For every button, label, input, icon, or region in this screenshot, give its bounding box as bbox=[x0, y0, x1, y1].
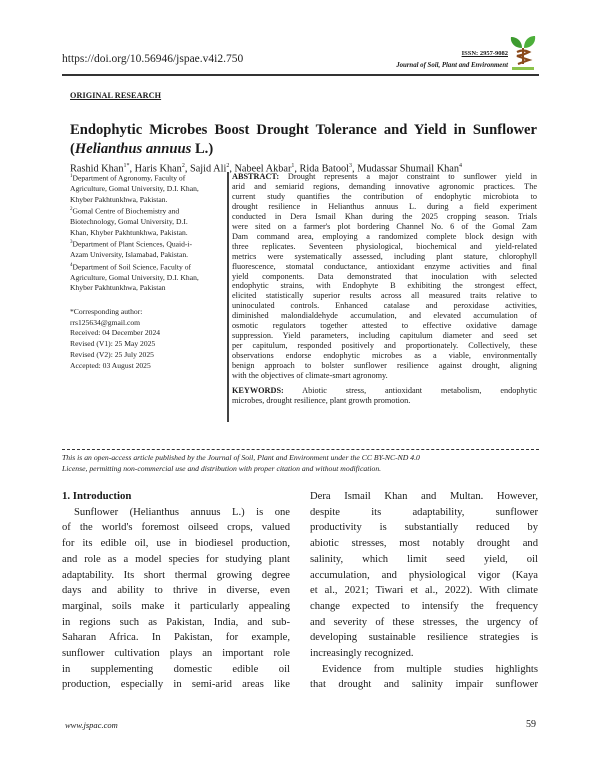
author-affiliation-mark: 1* bbox=[123, 163, 130, 169]
page-number: 59 bbox=[526, 719, 536, 730]
body-line: and role as a model species for studying plant bbox=[62, 553, 290, 565]
abstract-line bbox=[232, 182, 537, 192]
abstract-line bbox=[232, 311, 537, 321]
author-name: Rida Batool bbox=[299, 163, 350, 175]
journal-name: Journal of Soil, Plant and Environment bbox=[396, 62, 508, 69]
affiliations bbox=[70, 172, 225, 294]
abstract bbox=[232, 172, 537, 381]
license-note bbox=[62, 453, 539, 474]
body-line: despite its adaptability, sunflower bbox=[310, 506, 538, 518]
abstract-text: observations endorse endophytic microbes as a viable, environmentally bbox=[232, 351, 537, 361]
affiliation-number: 4 bbox=[70, 262, 73, 268]
abstract-text: current study quantifies the contribution of endophytic microbiota to bbox=[232, 191, 537, 201]
affiliation-line bbox=[70, 273, 225, 284]
abstract-line bbox=[232, 291, 537, 301]
article-title bbox=[70, 121, 537, 159]
affiliation-text: Khyber Pakhtunkhwa, Pakistan. bbox=[70, 194, 168, 204]
abstract-text: three replicates. Seventeen physiological, biochemical and yield-related bbox=[232, 241, 537, 251]
body-line: days and ability to thrive in diverse, even bbox=[62, 585, 290, 597]
affiliation-line bbox=[70, 172, 225, 184]
abstract-line bbox=[232, 232, 537, 242]
abstract-text: arid and semiarid regions, demanding innovative agronomic practices. The bbox=[232, 181, 537, 191]
author-name: Rashid Khan bbox=[70, 163, 124, 175]
abstract-line bbox=[232, 321, 537, 331]
abstract-line bbox=[232, 371, 537, 381]
author-list: Rashid Khan$^{1*}$, Haris Khan$^2$, Sajid Ali$^2$, Nabeel Akbar$^1$, Rida Batool$^3$, Mudassar Shumail Khan$^4$ bbox=[70, 163, 462, 175]
keywords-label: KEYWORDS: bbox=[232, 386, 284, 395]
affiliation-text: Khyber Pakhtunkhwa, Pakistan bbox=[70, 283, 166, 293]
body-line: that drought and salinity impair sunflower bbox=[310, 679, 538, 691]
article-type: ORIGINAL RESEARCH bbox=[70, 91, 162, 100]
revised-v2-date: Revised (V2): 25 July 2025 bbox=[70, 349, 154, 359]
abstract-line bbox=[232, 301, 537, 311]
abstract-text: were sited on a farmer's plot bordering Channel No. 6 of the Gomal Zam bbox=[232, 221, 537, 231]
body-line: Dera Ismail Khan and Multan. However, bbox=[310, 491, 538, 502]
abstract-line bbox=[232, 172, 537, 182]
body-line: developing sustainable resilience strategies is bbox=[310, 632, 538, 644]
body-line: for its edible oil, use in biodiesel production, bbox=[62, 538, 290, 550]
body-line: and severity of these stresses, the urgency of bbox=[310, 616, 538, 628]
affiliation-number: 2 bbox=[70, 207, 73, 213]
abstract-line bbox=[232, 242, 537, 252]
abstract-text: fluorescence, stomatal conductance, antioxidant enzyme activities and final bbox=[232, 261, 537, 271]
author-affiliation-mark: 4 bbox=[459, 163, 462, 169]
journal-logo bbox=[508, 34, 538, 72]
abstract-text: diminished malondialdehyde accumulation, and elevated accumulation of bbox=[232, 311, 537, 321]
abstract-text: drought resilience in Helianthus annuus L. during a field experiment bbox=[232, 201, 537, 211]
abstract-line bbox=[232, 331, 537, 341]
abstract-text: yield components. Data demonstrated that inoculation with selected bbox=[232, 271, 537, 281]
body-line: salinity, which limit seed yield, oil bbox=[310, 553, 538, 565]
body-line: adaptability. Its short thermal growing degree bbox=[62, 569, 290, 581]
header-rule bbox=[62, 74, 539, 76]
affiliation-line bbox=[70, 195, 225, 206]
affiliation-line bbox=[70, 228, 225, 239]
author-affiliation-mark: 1 bbox=[291, 163, 295, 169]
affiliation-text: Khan, Khyber Pakhtunkhwa, Pakistan. bbox=[70, 227, 188, 237]
received-date: Received: 04 December 2024 bbox=[70, 328, 161, 338]
affiliation-text: Biotechnology, Gomal University, D.I. bbox=[70, 217, 188, 227]
abstract-text: metrics were systematically assessed, including plant stature, chlorophyll bbox=[232, 251, 537, 261]
author-name: Haris Khan bbox=[134, 163, 182, 175]
keywords-line bbox=[232, 396, 537, 406]
body-line: increasingly recognized. bbox=[310, 648, 414, 660]
abstract-line bbox=[232, 272, 537, 282]
affiliation-line bbox=[70, 238, 225, 250]
title-paren: ( bbox=[70, 141, 75, 157]
issn: ISSN: 2957-9082 bbox=[461, 50, 508, 57]
body-line: in regions such as Pakistan, India, and sub- bbox=[62, 616, 290, 628]
author-name: Mudassar Shumail Khan bbox=[357, 163, 459, 175]
footer-website[interactable]: www.jspac.com bbox=[65, 720, 118, 730]
abstract-text: per capitulum, responded positively and proportionately. Collectively, these bbox=[232, 341, 537, 351]
body-line: change expected to intensify the frequency bbox=[310, 600, 538, 612]
abstract-text: benign approach to bolster sunflower resilience against drought, aligning bbox=[232, 361, 537, 371]
body-line: et al., 2021; Tiwari et al., 2022). With climate bbox=[310, 585, 538, 597]
abstract-line bbox=[232, 222, 537, 232]
abstract-line bbox=[232, 262, 537, 272]
affiliation-text: Department of Agronomy, Faculty of bbox=[72, 173, 186, 183]
affiliation-number: 3 bbox=[70, 240, 73, 246]
body-column-left bbox=[62, 489, 290, 693]
title-line: Endophytic Microbes Boost Drought Tolerance and Yield in Sunflower bbox=[70, 122, 537, 138]
body-line: production, especially in semi-arid areas like bbox=[62, 679, 290, 691]
body-line: productivity is substantially reduced by bbox=[310, 522, 538, 534]
title-close: L.) bbox=[191, 141, 214, 157]
abstract-line bbox=[232, 252, 537, 262]
affiliation-line bbox=[70, 261, 225, 273]
affiliation-line bbox=[70, 250, 225, 261]
abstract-text: elicited statistically superior results across all measured traits relative to bbox=[232, 291, 537, 301]
author-affiliation-mark: 2 bbox=[226, 163, 230, 169]
abstract-text: Dam command area, employing a randomized complete block design with bbox=[232, 231, 537, 241]
abstract-line bbox=[232, 202, 537, 212]
abstract-line bbox=[232, 212, 537, 222]
keywords-text: microbes, drought resilience, plant growth promotion. bbox=[232, 396, 411, 405]
title-species: Helianthus annuus bbox=[74, 141, 192, 157]
corresponding-email[interactable]: rrs125634@gmail.com bbox=[70, 317, 141, 327]
affiliation-text: Gomal Centre of Biochemistry and bbox=[72, 206, 180, 216]
section-heading: 1. Introduction bbox=[62, 490, 132, 502]
affiliation-line bbox=[70, 217, 225, 228]
affiliation-text: Department of Plant Sciences, Quaid-i- bbox=[72, 239, 193, 249]
license-line: License, permitting non-commercial use and distribution with proper citation and without modification. bbox=[62, 463, 382, 473]
body-line: of the world's foremost oilseed crops, valued bbox=[62, 522, 290, 534]
body-line: abiotic stresses, most notably drought and bbox=[310, 538, 538, 550]
body-line: in supplementing domestic edible oil bbox=[62, 663, 290, 675]
keywords-text: Abiotic stress, antioxidant metabolism, endophytic bbox=[283, 386, 537, 395]
affiliation-text: Azam University, Islamabad, Pakistan. bbox=[70, 250, 189, 260]
body-line: sunflower cultivation plays an important role bbox=[62, 648, 290, 660]
abstract-line bbox=[232, 351, 537, 361]
abstract-text: uninoculated controls. Enhanced catalase and peroxidase activities, bbox=[232, 301, 537, 311]
author-affiliation-mark: 2 bbox=[181, 163, 185, 169]
abstract-label: ABSTRACT: bbox=[232, 172, 280, 181]
affiliation-line bbox=[70, 283, 225, 294]
revised-v1-date: Revised (V1): 25 May 2025 bbox=[70, 339, 156, 349]
affiliation-line bbox=[70, 184, 225, 195]
body-line: marginal, soils make it particularly appealing bbox=[62, 600, 290, 612]
body-line: accumulation, and physiological vigor (Kaya bbox=[310, 569, 538, 581]
column-divider bbox=[227, 172, 229, 422]
abstract-text: conducted in Dera Ismail Khan during the 2025 cropping season. Trials bbox=[232, 211, 537, 221]
abstract-text: osmotic regulators together attested to effective oxidative damage bbox=[232, 321, 537, 331]
abstract-line bbox=[232, 281, 537, 291]
affiliation-line bbox=[70, 205, 225, 217]
body-column-right bbox=[310, 489, 538, 693]
abstract-text: suppression. Yield parameters, including capitulum diameter and seed set bbox=[232, 331, 537, 341]
abstract-line bbox=[232, 192, 537, 202]
keywords bbox=[232, 386, 537, 406]
abstract-line bbox=[232, 341, 537, 351]
affiliation-text: Department of Soil Science, Faculty of bbox=[72, 262, 192, 272]
keywords-line bbox=[232, 386, 537, 396]
affiliation-text: Agriculture, Gomal University, D.I. Khan, bbox=[70, 184, 199, 194]
abstract-text: with the objectives of climate-smart agronomy. bbox=[232, 371, 388, 381]
doi-link[interactable]: https://doi.org/10.56946/jspae.v4i2.750 bbox=[62, 53, 244, 65]
author-name: Nabeel Akbar bbox=[234, 163, 292, 175]
abstract-text: Drought represents a major constraint to sunflower yield in bbox=[279, 172, 537, 181]
corresponding-label: *Corresponding author: bbox=[70, 307, 143, 316]
author-affiliation-mark: 3 bbox=[349, 163, 353, 169]
body-line: Sunflower (Helianthus annuus L.) is one bbox=[74, 506, 290, 518]
license-line: This is an open-access article published by the Journal of Soil, Plant and Environment under the CC BY-NC-ND 4.0 bbox=[62, 453, 420, 462]
affiliation-number: 1 bbox=[70, 174, 73, 179]
affiliation-text: Agriculture, Gomal University, D.I. Khan, bbox=[70, 272, 199, 282]
body-line: Evidence from multiple studies highlights bbox=[322, 663, 538, 675]
abstract-text: endophytic strains, with Endophyte B exhibiting the strongest effect, bbox=[232, 281, 537, 291]
accepted-date: Accepted: 03 August 2025 bbox=[70, 360, 151, 370]
abstract-line bbox=[232, 361, 537, 371]
correspondence bbox=[70, 307, 225, 371]
body-line: Saharan Africa. In Pakistan, for example, bbox=[62, 632, 290, 644]
author-name: Sajid Ali bbox=[189, 163, 227, 175]
dashed-separator bbox=[62, 449, 539, 450]
